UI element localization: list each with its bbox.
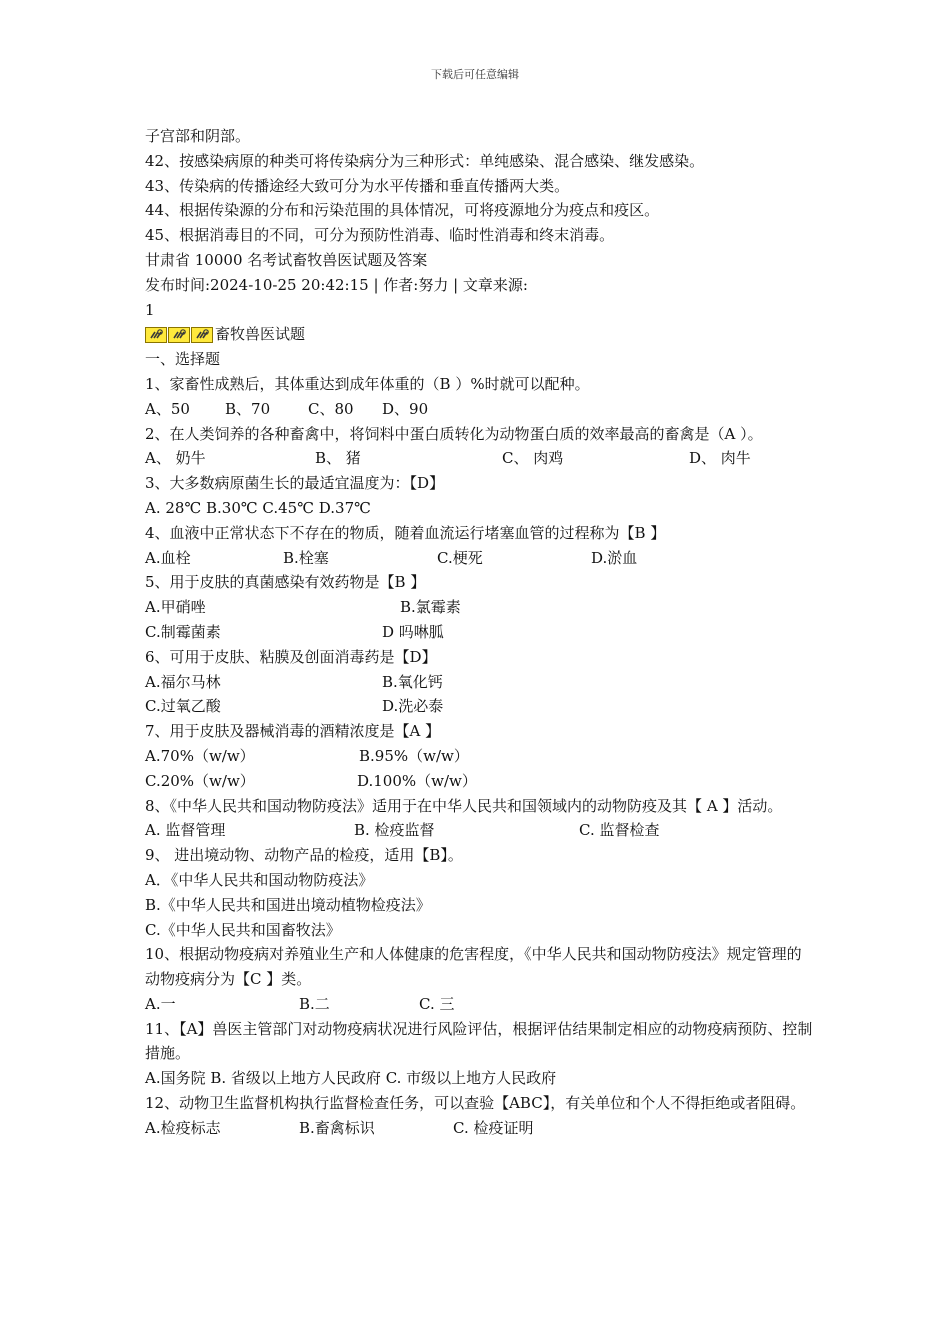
question-text: 10、根据动物疫病对养殖业生产和人体健康的危害程度，《中华人民共和国动物防疫法》规定管理的动物疫病分为【C 】类。: [145, 945, 802, 989]
option-row: [145, 868, 815, 893]
answer-option: D 吗啉胍: [382, 622, 444, 641]
answer-option: C. 监督检查: [579, 821, 660, 840]
answer-option: B.二: [299, 994, 330, 1013]
option-row: [145, 546, 815, 571]
answer-option: B.畜禽标识: [299, 1118, 375, 1137]
option-row: [145, 769, 815, 794]
answer-option: D.洗必泰: [382, 697, 444, 716]
option-row: [145, 992, 815, 1017]
option-row: [145, 893, 815, 918]
answer-option: A.福尔马林: [145, 672, 221, 691]
text-line: 43、传染病的传播途经大致可分为水平传播和垂直传播两大类。: [145, 176, 570, 195]
link-icons: [145, 326, 215, 344]
text-line: 45、根据消毒目的不同，可分为预防性消毒、临时性消毒和终末消毒。: [145, 226, 615, 245]
question-text: 7、用于皮肤及器械消毒的酒精浓度是【A 】: [145, 722, 441, 741]
answer-option: C.20%（w/w）: [145, 771, 255, 790]
answer-option: D、90: [382, 399, 429, 418]
answer-option: B.氯霉素: [400, 598, 461, 617]
question-text: 6、可用于皮肤、粘膜及创面消毒药是【D】: [145, 647, 437, 666]
option-row: [145, 397, 815, 422]
question-text: 9、 进出境动物、动物产品的检疫，适用【B】。: [145, 846, 463, 865]
question-text: 2、在人类饲养的各种畜禽中，将饲料中蛋白质转化为动物蛋白质的效率最高的畜禽是（A ）。: [145, 424, 763, 443]
option-row: [145, 818, 815, 843]
option-row: [145, 694, 815, 719]
answer-option: A.甲硝唑: [145, 598, 206, 617]
article-title: 甘肃省 10000 名考试畜牧兽医试题及答案: [145, 250, 428, 269]
answer-option: B.《中华人民共和国进出境动植物检疫法》: [145, 895, 431, 914]
answer-option: C、80: [308, 399, 354, 418]
answer-option: C.制霉菌素: [145, 622, 221, 641]
answer-option: D.淤血: [591, 548, 638, 567]
section-heading: 一、选择题: [145, 350, 221, 369]
answer-option: A.一: [145, 994, 176, 1013]
option-row: [145, 918, 815, 943]
answer-option: A.检疫标志: [145, 1118, 221, 1137]
option-row: [145, 1116, 815, 1141]
text-line: 子宫部和阴部。: [145, 127, 251, 145]
answer-option: C. 三: [419, 994, 455, 1013]
answer-option: B、 猪: [315, 449, 361, 468]
answer-option: A. 28℃ B.30℃ C.45℃ D.37℃: [145, 498, 371, 517]
question-text: 3、大多数病原菌生长的最适宜温度为：【D】: [145, 474, 445, 493]
article-meta: 发布时间:2024-10-25 20:42:15 | 作者:努力 | 文章来源:: [145, 275, 528, 294]
answer-option: C.《中华人民共和国畜牧法》: [145, 920, 341, 939]
document-body: [145, 124, 815, 1141]
option-row: [145, 744, 815, 769]
answer-option: A.国务院 B. 省级以上地方人民政府 C. 市级以上地方人民政府: [145, 1069, 557, 1088]
answer-option: C.梗死: [437, 548, 483, 567]
answer-option: C、 肉鸡: [502, 449, 564, 468]
question-text: 1、家畜性成熟后，其体重达到成年体重的（B ）%时就可以配种。: [145, 374, 590, 393]
answer-option: C.过氧乙酸: [145, 697, 221, 716]
text-line: 44、根据传染源的分布和污染范围的具体情况，可将疫源地分为疫点和疫区。: [145, 201, 660, 220]
question-text: 11、【A】兽医主管部门对动物疫病状况进行风险评估，根据评估结果制定相应的动物疫病预防、控制措施。: [145, 1019, 813, 1063]
question-text: 4、血液中正常状态下不存在的物质，随着血流运行堵塞血管的过程称为【B 】: [145, 523, 666, 542]
answer-option: B. 检疫监督: [354, 821, 435, 840]
answer-option: B.栓塞: [283, 548, 329, 567]
answer-option: B.氧化钙: [382, 672, 443, 691]
link-icon: [145, 326, 215, 344]
answer-option: D、 肉牛: [689, 449, 751, 468]
answer-option: A．《中华人民共和国动物防疫法》: [145, 870, 374, 889]
question-list: [145, 372, 815, 1141]
question-text: 12、动物卫生监督机构执行监督检查任务，可以查验【ABC】，有关单位和个人不得拒绝或者阻碍。: [145, 1094, 806, 1113]
answer-option: C. 检疫证明: [453, 1118, 534, 1137]
option-row: [145, 446, 815, 471]
answer-option: A.70%（w/w）: [145, 746, 255, 765]
option-row: [145, 620, 815, 645]
option-row: [145, 670, 815, 695]
section-title: 畜牧兽医试题: [215, 325, 306, 344]
answer-option: A.血栓: [145, 548, 191, 567]
text-line: 42、按感染病原的种类可将传染病分为三种形式：单纯感染、混合感染、继发感染。: [145, 151, 705, 170]
option-row: [145, 1066, 815, 1091]
answer-option: B.95%（w/w）: [359, 746, 469, 765]
question-text: 8、《中华人民共和国动物防疫法》适用于在中华人民共和国领域内的动物防疫及其【 A 】活动。: [145, 796, 783, 815]
answer-option: B、70: [225, 399, 271, 418]
answer-option: D.100%（w/w）: [357, 771, 477, 790]
answer-option: A、 奶牛: [145, 449, 206, 468]
question-text: 5、用于皮肤的真菌感染有效药物是【B 】: [145, 573, 426, 592]
option-row: [145, 496, 815, 521]
section-title-row: [145, 322, 815, 347]
page-header: 下载后可任意编辑: [431, 68, 519, 81]
answer-option: A、50: [145, 399, 190, 418]
page-number: 1: [145, 300, 155, 319]
answer-option: A. 监督管理: [145, 821, 226, 840]
option-row: [145, 595, 815, 620]
